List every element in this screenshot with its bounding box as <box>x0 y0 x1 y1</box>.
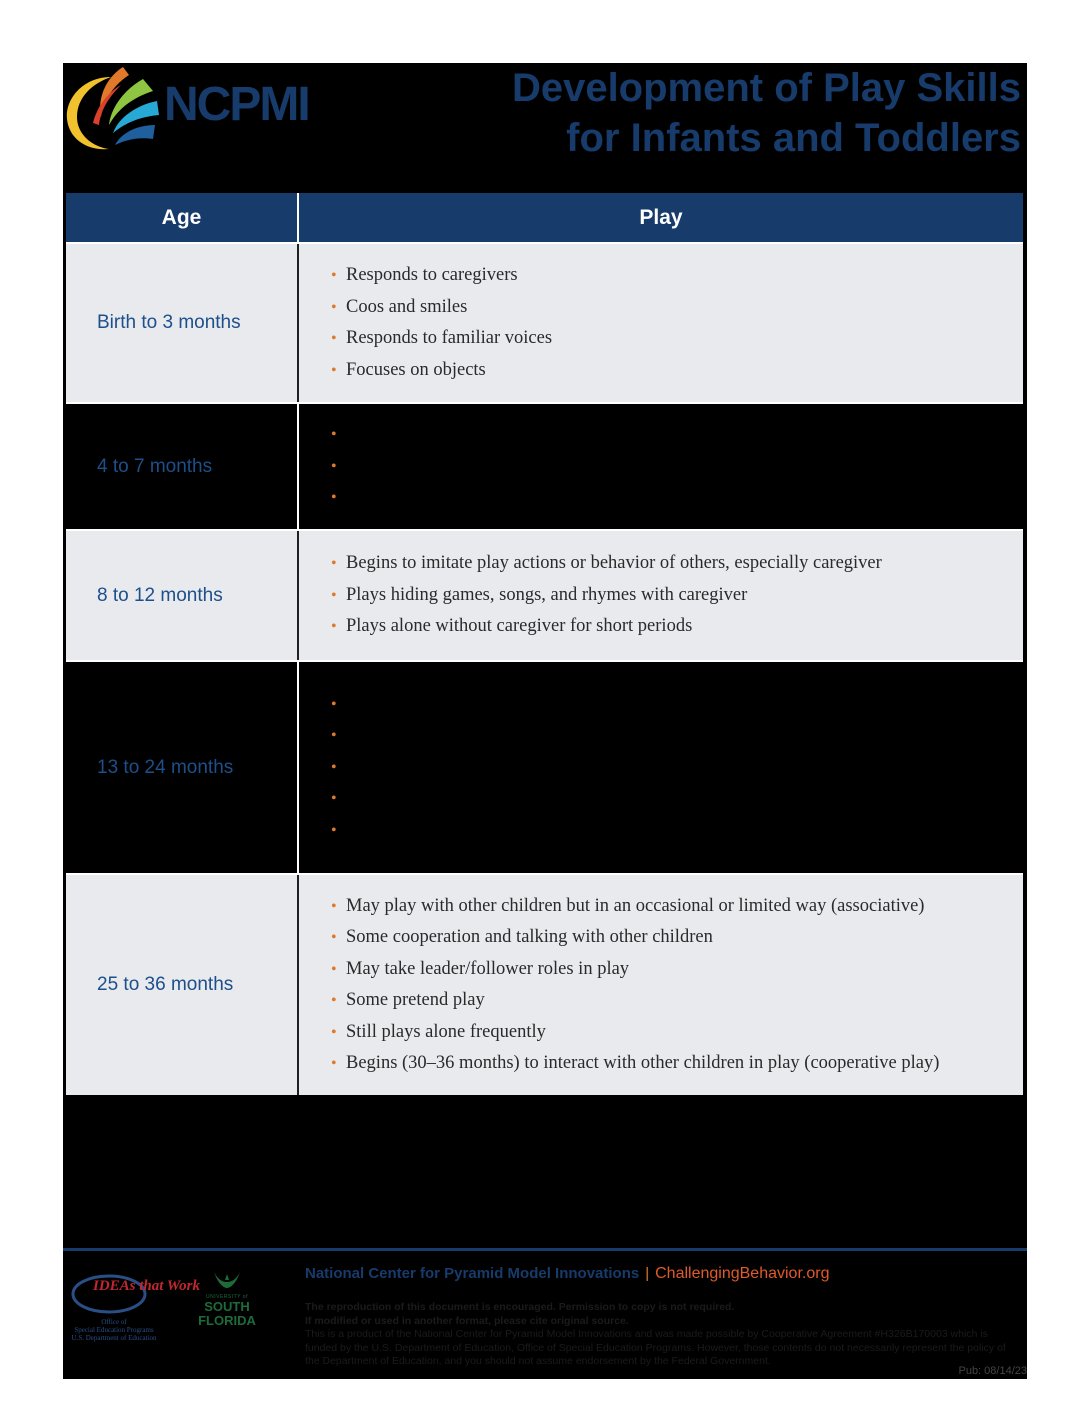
list-item <box>331 260 1023 292</box>
list-item <box>331 1017 1023 1049</box>
item-text: Focuses on objects <box>346 359 486 380</box>
legal-text: This is a product of the National Center for Pyramid Model Innovations and was made possible by Cooperative Agreement #H326B170003 which is funded by the U.S. Department of Education, Office of Special Education Programs. However, those contents do not necessarily represent the policy of the Department of Education, and you should not assume endorsement by the Federal Government. <box>305 1328 1006 1367</box>
list-item <box>331 611 1023 643</box>
list-item <box>331 985 1023 1017</box>
item-text: Some pretend play <box>346 990 485 1010</box>
bullet-icon: • <box>331 618 337 636</box>
bullet-icon: • <box>331 992 337 1009</box>
play-cell <box>299 662 1023 873</box>
bullet-icon: • <box>331 298 337 316</box>
list-item <box>331 815 1023 847</box>
footer-divider <box>63 1248 1027 1251</box>
list-item <box>331 1048 1023 1080</box>
table-row <box>66 529 1023 660</box>
ideas-that-work-logo <box>69 1268 200 1342</box>
list-item <box>331 922 1023 954</box>
list-item <box>331 482 1023 514</box>
list-item <box>331 752 1023 784</box>
item-text: Begins (30–36 months) to interact with other children in play (cooperative play) <box>346 1053 940 1073</box>
usf-university-label: UNIVERSITY of <box>206 1294 248 1300</box>
legal-bold-line: The reproduction of this document is encouraged. Permission to copy is not required. <box>305 1301 735 1313</box>
usf-logo <box>196 1268 258 1340</box>
bullet-icon: • <box>331 695 337 713</box>
table-row <box>66 873 1023 1095</box>
ideas-subtitle <box>69 1318 159 1342</box>
bullet-icon: • <box>331 790 337 808</box>
title-line-2: for Infants and Toddlers <box>566 116 1021 160</box>
column-header-age: Age <box>66 193 299 242</box>
play-cell <box>299 531 1023 660</box>
bullet-icon: • <box>331 555 337 573</box>
bullet-icon: • <box>331 426 337 444</box>
item-text: May play with other children but in an occasional or limited way (associative) <box>346 895 925 916</box>
age-cell: 13 to 24 months <box>66 662 299 873</box>
list-item <box>331 891 1023 923</box>
play-cell <box>299 244 1023 402</box>
list-item <box>331 451 1023 483</box>
age-cell: 8 to 12 months <box>66 531 299 660</box>
bullet-icon: • <box>331 330 337 347</box>
website-link[interactable]: ChallengingBehavior.org <box>655 1265 830 1282</box>
usf-name-line: FLORIDA <box>198 1313 256 1328</box>
organization-line <box>305 1265 829 1283</box>
legal-notice <box>305 1301 1017 1369</box>
document-page <box>63 63 1027 1379</box>
ideas-sub-line: Office of <box>101 1318 127 1326</box>
bull-horns-icon <box>210 1268 244 1292</box>
age-cell: 25 to 36 months <box>66 875 299 1095</box>
ncpmi-logo <box>63 63 309 155</box>
bullet-icon: • <box>331 457 337 475</box>
bullet-icon: • <box>331 758 337 776</box>
bullet-icon: • <box>331 897 337 915</box>
bullet-icon: • <box>331 586 337 604</box>
ideas-sub-line: U.S. Department of Education <box>71 1334 157 1342</box>
usf-name-line: SOUTH <box>204 1299 250 1314</box>
separator: | <box>645 1265 650 1282</box>
age-cell: Birth to 3 months <box>66 244 299 402</box>
list-item <box>331 323 1023 355</box>
page-title <box>512 63 1021 163</box>
play-skills-table <box>66 193 1023 1095</box>
column-header-play: Play <box>639 205 683 229</box>
table-row <box>66 242 1023 402</box>
item-text: Responds to caregivers <box>346 265 518 285</box>
title-line-1: Development of Play Skills <box>511 66 1021 110</box>
item-text: Some cooperation and talking with other children <box>346 927 713 947</box>
list-item <box>331 954 1023 986</box>
organization-name: National Center for Pyramid Model Innovations <box>305 1265 640 1282</box>
bullet-icon: • <box>331 1055 337 1072</box>
item-text: Coos and smiles <box>346 296 468 317</box>
bullet-icon: • <box>331 361 337 379</box>
list-item <box>331 292 1023 324</box>
age-cell: 4 to 7 months <box>66 404 299 529</box>
item-text: Plays hiding games, songs, and rhymes with caregiver <box>346 584 748 605</box>
item-text: Plays alone without caregiver for short periods <box>346 616 693 637</box>
list-item <box>331 689 1023 721</box>
table-header <box>66 193 1023 242</box>
bullet-icon: • <box>331 929 337 946</box>
list-item <box>331 783 1023 815</box>
list-item <box>331 419 1023 451</box>
bullet-icon: • <box>331 727 337 745</box>
bullet-icon: • <box>331 489 337 507</box>
item-text: Begins to imitate play actions or behavior of others, especially caregiver <box>346 553 882 574</box>
legal-bold-line: If modified or used in another format, please cite original source. <box>305 1314 629 1327</box>
item-text: Still plays alone frequently <box>346 1021 546 1042</box>
bullet-icon: • <box>331 267 337 284</box>
list-item <box>331 548 1023 580</box>
ideas-swoosh-icon <box>69 1268 200 1318</box>
ideas-logo-text: IDEAs that Work <box>93 1278 200 1294</box>
item-text: Responds to familiar voices <box>346 328 553 348</box>
publication-date: Pub: 08/14/23 <box>958 1365 1027 1377</box>
item-text: May take leader/follower roles in play <box>346 958 630 979</box>
list-item <box>331 355 1023 387</box>
ncpmi-swirl-icon <box>63 63 163 155</box>
logo-text: NCPMI <box>164 78 309 131</box>
ideas-sub-line: Special Education Programs <box>74 1326 154 1334</box>
table-row <box>66 402 1023 529</box>
play-cell <box>299 875 1023 1095</box>
bullet-icon: • <box>331 1023 337 1041</box>
play-cell <box>299 404 1023 529</box>
bullet-icon: • <box>331 960 337 978</box>
list-item <box>331 720 1023 752</box>
list-item <box>331 580 1023 612</box>
table-row <box>66 660 1023 873</box>
bullet-icon: • <box>331 821 337 839</box>
